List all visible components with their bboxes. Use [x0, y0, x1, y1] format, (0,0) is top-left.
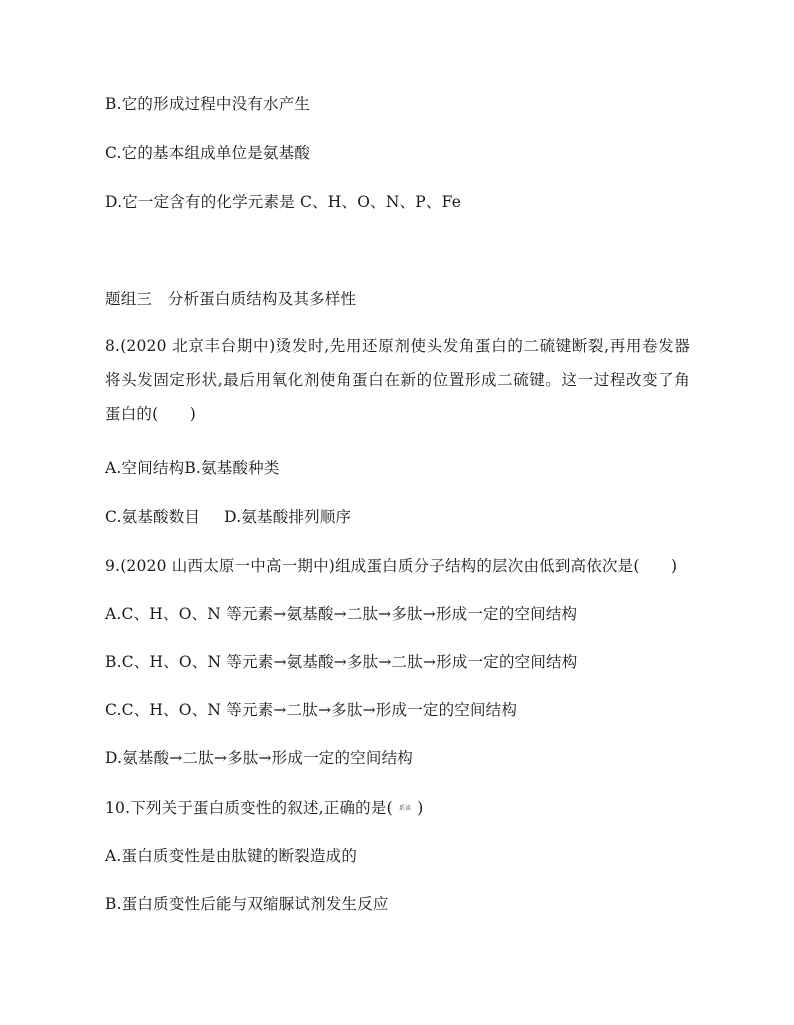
question-8-stem: 8.(2020 北京丰台期中)烫发时,先用还原剂使头发角蛋白的二硫键断裂,再用卷发器将头发固定形状,最后用氧化剂使角蛋白在新的位置形成二硫键。这一过程改变了角蛋白的( ): [105, 337, 690, 423]
q9-option-a: A.C、H、O、N 等元素→氨基酸→二肽→多肽→形成一定的空间结构: [105, 605, 578, 623]
prev-option-b: B.它的形成过程中没有水产生: [105, 95, 311, 113]
question-9-stem: 9.(2020 山西太原一中高一期中)组成蛋白质分子结构的层次由低到高依次是( ): [105, 557, 678, 575]
question-8-options-row-2: [105, 506, 351, 528]
prev-option-d: D.它一定含有的化学元素是 C、H、O、N、P、Fe: [105, 193, 462, 211]
q8-option-d: D.氨基酸排列顺序: [224, 508, 352, 526]
question-8-options-row-1: [105, 457, 280, 479]
question-10-stem: [105, 797, 423, 820]
q10-tiny-mark: 系读: [398, 805, 412, 812]
q10-option-b: B.蛋白质变性后能与双缩脲试剂发生反应: [105, 895, 389, 913]
q8-option-a: A.空间结构: [105, 459, 185, 477]
q10-option-a: A.蛋白质变性是由肽键的断裂造成的: [105, 847, 358, 865]
q9-option-d: D.氨基酸→二肽→多肽→形成一定的空间结构: [105, 749, 413, 767]
q9-option-b: B.C、H、O、N 等元素→氨基酸→多肽→二肽→形成一定的空间结构: [105, 653, 578, 671]
q9-option-c: C.C、H、O、N 等元素→二肽→多肽→形成一定的空间结构: [105, 701, 518, 719]
q8-option-c: C.氨基酸数目: [105, 508, 201, 526]
q10-stem-start: 10.下列关于蛋白质变性的叙述,正确的是(: [105, 799, 393, 817]
q8-option-b: B.氨基酸种类: [184, 459, 280, 477]
section-title: 题组三 分析蛋白质结构及其多样性: [105, 290, 357, 308]
q10-stem-end: ): [417, 799, 424, 817]
prev-option-c: C.它的基本组成单位是氨基酸: [105, 144, 311, 162]
